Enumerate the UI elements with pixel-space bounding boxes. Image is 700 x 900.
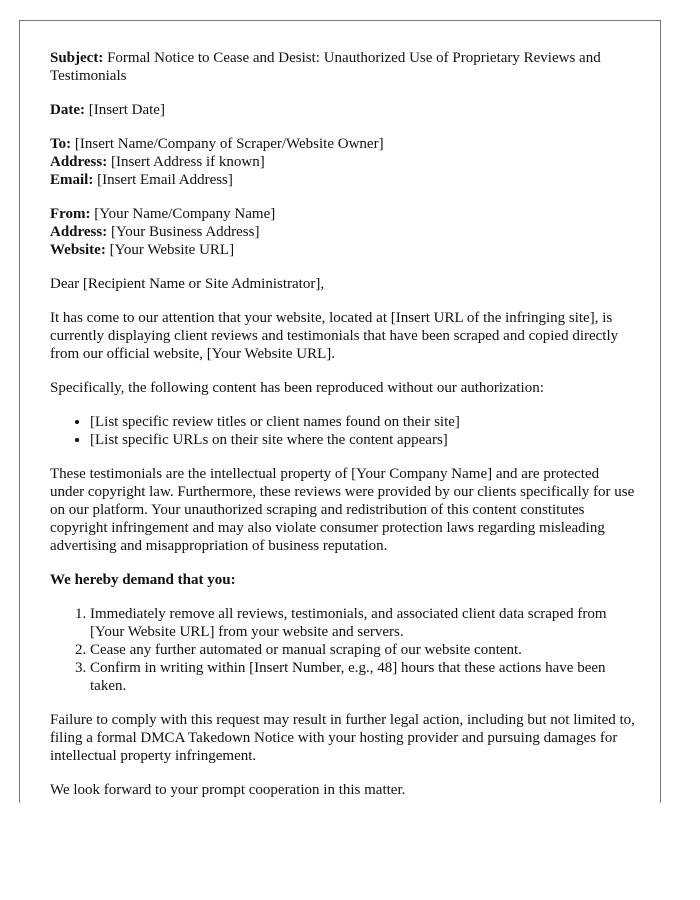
subject-label: Subject:: [50, 50, 104, 66]
to-email-label: Email:: [50, 172, 94, 188]
to-email-text: [Insert Email Address]: [93, 172, 233, 188]
to-label: To:: [50, 136, 72, 152]
content-list: [50, 413, 635, 449]
from-website-line: [50, 241, 635, 259]
letter-body: [50, 49, 635, 803]
demand-heading: [50, 571, 635, 589]
to-address-text: [Insert Address if known]: [107, 154, 265, 170]
subject-text: Formal Notice to Cease and Desist: Unauthorized Use of Proprietary Reviews and Testimonials: [50, 50, 601, 84]
to-email-line: [50, 171, 635, 189]
date-text: [Insert Date]: [84, 102, 165, 118]
list-item: 2. Cease any further automated or manual scraping of our website content.: [90, 641, 635, 659]
from-line: [50, 205, 635, 223]
demand-list: [50, 605, 635, 695]
from-address-line: [50, 223, 635, 241]
list-item: • [List specific URLs on their site where the content appears]: [90, 431, 635, 449]
salutation: Dear [Recipient Name or Site Administrator],: [50, 276, 325, 292]
from-website-label: Website:: [50, 242, 106, 258]
letter-page: [19, 20, 661, 803]
paragraph-intro: It has come to our attention that your website, located at [Insert URL of the infringing site], is currently displaying client reviews and testimonials that have been scraped and copied directly from our official website, [Your Website URL].: [50, 310, 619, 362]
list-item: 1. Immediately remove all reviews, testimonials, and associated client data scraped from [Your Website URL] from your website and servers.: [90, 605, 635, 641]
from-address-text: [Your Business Address]: [107, 224, 260, 240]
date-line: [50, 101, 635, 119]
paragraph-consequences: Failure to comply with this request may result in further legal action, including but not limited to, filing a formal DMCA Takedown Notice with your hosting provider and pursuing damages for intellectual property infringement.: [50, 712, 635, 764]
subject-line: [50, 49, 635, 85]
to-address-label: Address:: [50, 154, 108, 170]
paragraph-specifics: Specifically, the following content has been reproduced without our authorization:: [50, 380, 544, 396]
list-item: • [List specific review titles or client names found on their site]: [90, 413, 635, 431]
demand-heading-text: We hereby demand that you:: [50, 572, 236, 588]
date-label: Date:: [50, 102, 85, 118]
list-item: 3. Confirm in writing within [Insert Number, e.g., 48] hours that these actions have been taken.: [90, 659, 635, 695]
to-address-line: [50, 153, 635, 171]
to-line: [50, 135, 635, 153]
paragraph-closing: We look forward to your prompt cooperation in this matter.: [50, 782, 406, 798]
from-website-text: [Your Website URL]: [105, 242, 235, 258]
to-text: [Insert Name/Company of Scraper/Website Owner]: [71, 136, 384, 152]
recipient-block: [50, 135, 635, 189]
from-label: From:: [50, 206, 91, 222]
from-text: [Your Name/Company Name]: [90, 206, 276, 222]
from-address-label: Address:: [50, 224, 108, 240]
paragraph-ip: These testimonials are the intellectual property of [Your Company Name] and are protected under copyright law. Furthermore, these reviews were provided by our clients specifically for use on our platform. Your unauthorized scraping and redistribution of this content constitutes copyright infringement and may also violate consumer protection laws regarding misleading advertising and misappropriation of business reputation.: [50, 466, 635, 554]
sender-block: [50, 205, 635, 259]
